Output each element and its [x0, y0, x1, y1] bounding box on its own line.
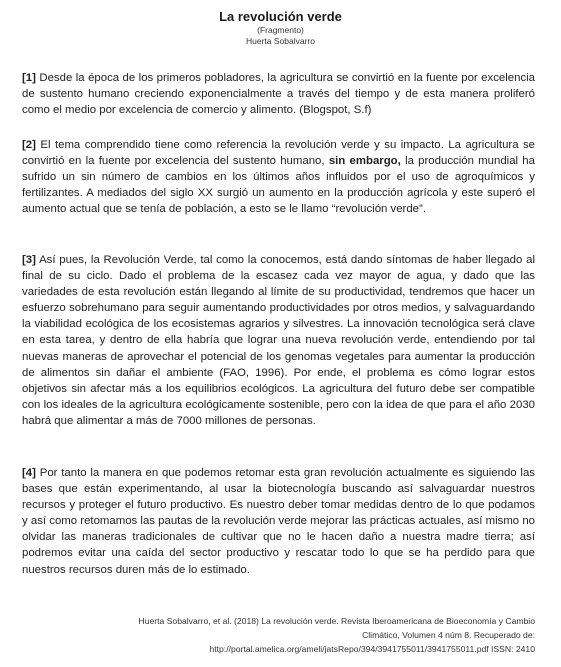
paragraph-2-bold-text: sin embargo,	[328, 155, 401, 168]
paragraph-3	[22, 252, 535, 429]
paragraph-3-text: Así pues, la Revolución Verde, tal como la conocemos, está dando síntomas de haber llegado al final de su ciclo. Dado el problema de la escasez cada vez mayor de agua, y dado que las variedades de esta revolución están llegando al límite de su productividad, tendremos que hacer un esfuerzo sobrehumano para seguir aumentando productividades por otros medios, y salvaguardando la viabilidad ecológica de los ecosistemas agrarios y silvestres. La innovación tecnológica será clave en esta tarea, y dentro de ella habría que lograr una nueva revolución verde, entendiendo por tal nuevas maneras de aprovechar el potencial de los genomas vegetales para aumentar la producción de alimentos sin dañar el ambiente (FAO, 1996). Por ende, el problema es cómo lograr estos objetivos sin afectar más a los equilibrios ecológicos. La agricultura del futuro debe ser compatible con los ideales de la agricultura ecológicamente sostenible, pero con la idea de que para el año 2030 habrá que alimentar a más de 7000 millones de personas.	[22, 254, 535, 427]
reference-line-3: http://portal.amelica.org/ameli/jatsRepo/394/3941755011/3941755011.pdf ISSN: 2410	[209, 644, 535, 654]
paragraph-3-number: [3]	[22, 254, 36, 266]
paragraph-2	[22, 137, 535, 217]
document-title: La revolución verde	[219, 9, 342, 24]
paragraph-1	[22, 70, 535, 118]
paragraph-2-text-after: la producción mundial ha sufrido un sin número de cambios en los últimos años influidos por el uso de agroquímicos y fertilizantes. A mediados del siglo XX surgió un aumento en la producción agrícola y este superó el aumento actual que se tenía de población, a esto se le llamo “revolución verde”.	[22, 155, 535, 216]
paragraph-4	[22, 465, 535, 578]
reference-citation	[35, 614, 535, 656]
paragraph-4-text: Por tanto la manera en que podemos retomar esta gran revolución actualmente es siguiendo las bases que están experimentando, al usar la biotecnología buscando así salvaguardar nuestros recursos y proteger el futuro productivo. Es nuestro deber tomar medidas dentro de lo que podamos y así como retomamos las pautas de la revolución verde mejorar las prácticas actuales, así mismo no olvidar las maneras tradicionales de cultivar que no le hacen daño a nuestra madre tierra; así podremos evitar una caída del sector productivo y rescatar todo lo que se ha perdido para que nuestros recursos duren más de lo estimado.	[22, 467, 535, 576]
paragraph-2-text-before: El tema comprendido tiene como referencia la revolución verde y su impacto. La agricultura se convirtió en la fuente por excelencia del sustento humano,	[22, 139, 536, 168]
paragraph-2-number: [2]	[22, 139, 36, 151]
paragraph-4-number: [4]	[22, 467, 36, 479]
document-author: Huerta Sobalvarro	[246, 36, 315, 46]
paragraph-1-number: [1]	[22, 72, 36, 84]
reference-line-2: Climático, Volumen 4 núm 8. Recuperado de:	[362, 630, 535, 640]
document-header	[0, 9, 561, 47]
paragraph-1-text: Desde la época de los primeros pobladores, la agricultura se convirtió en la fuente por excelencia de sustento humano creciendo exponencialmente a través del tiempo y de esta manera proliferó como el medio por excelencia de comercio y alimento. (Blogspot, S.f)	[22, 72, 535, 117]
reference-line-1: Huerta Sobalvarro, et al. (2018) La revolución verde. Revista Iberoamericana de Bioeconomía y Cambio	[138, 616, 535, 626]
document-subtitle: (Fragmento)	[257, 25, 304, 35]
